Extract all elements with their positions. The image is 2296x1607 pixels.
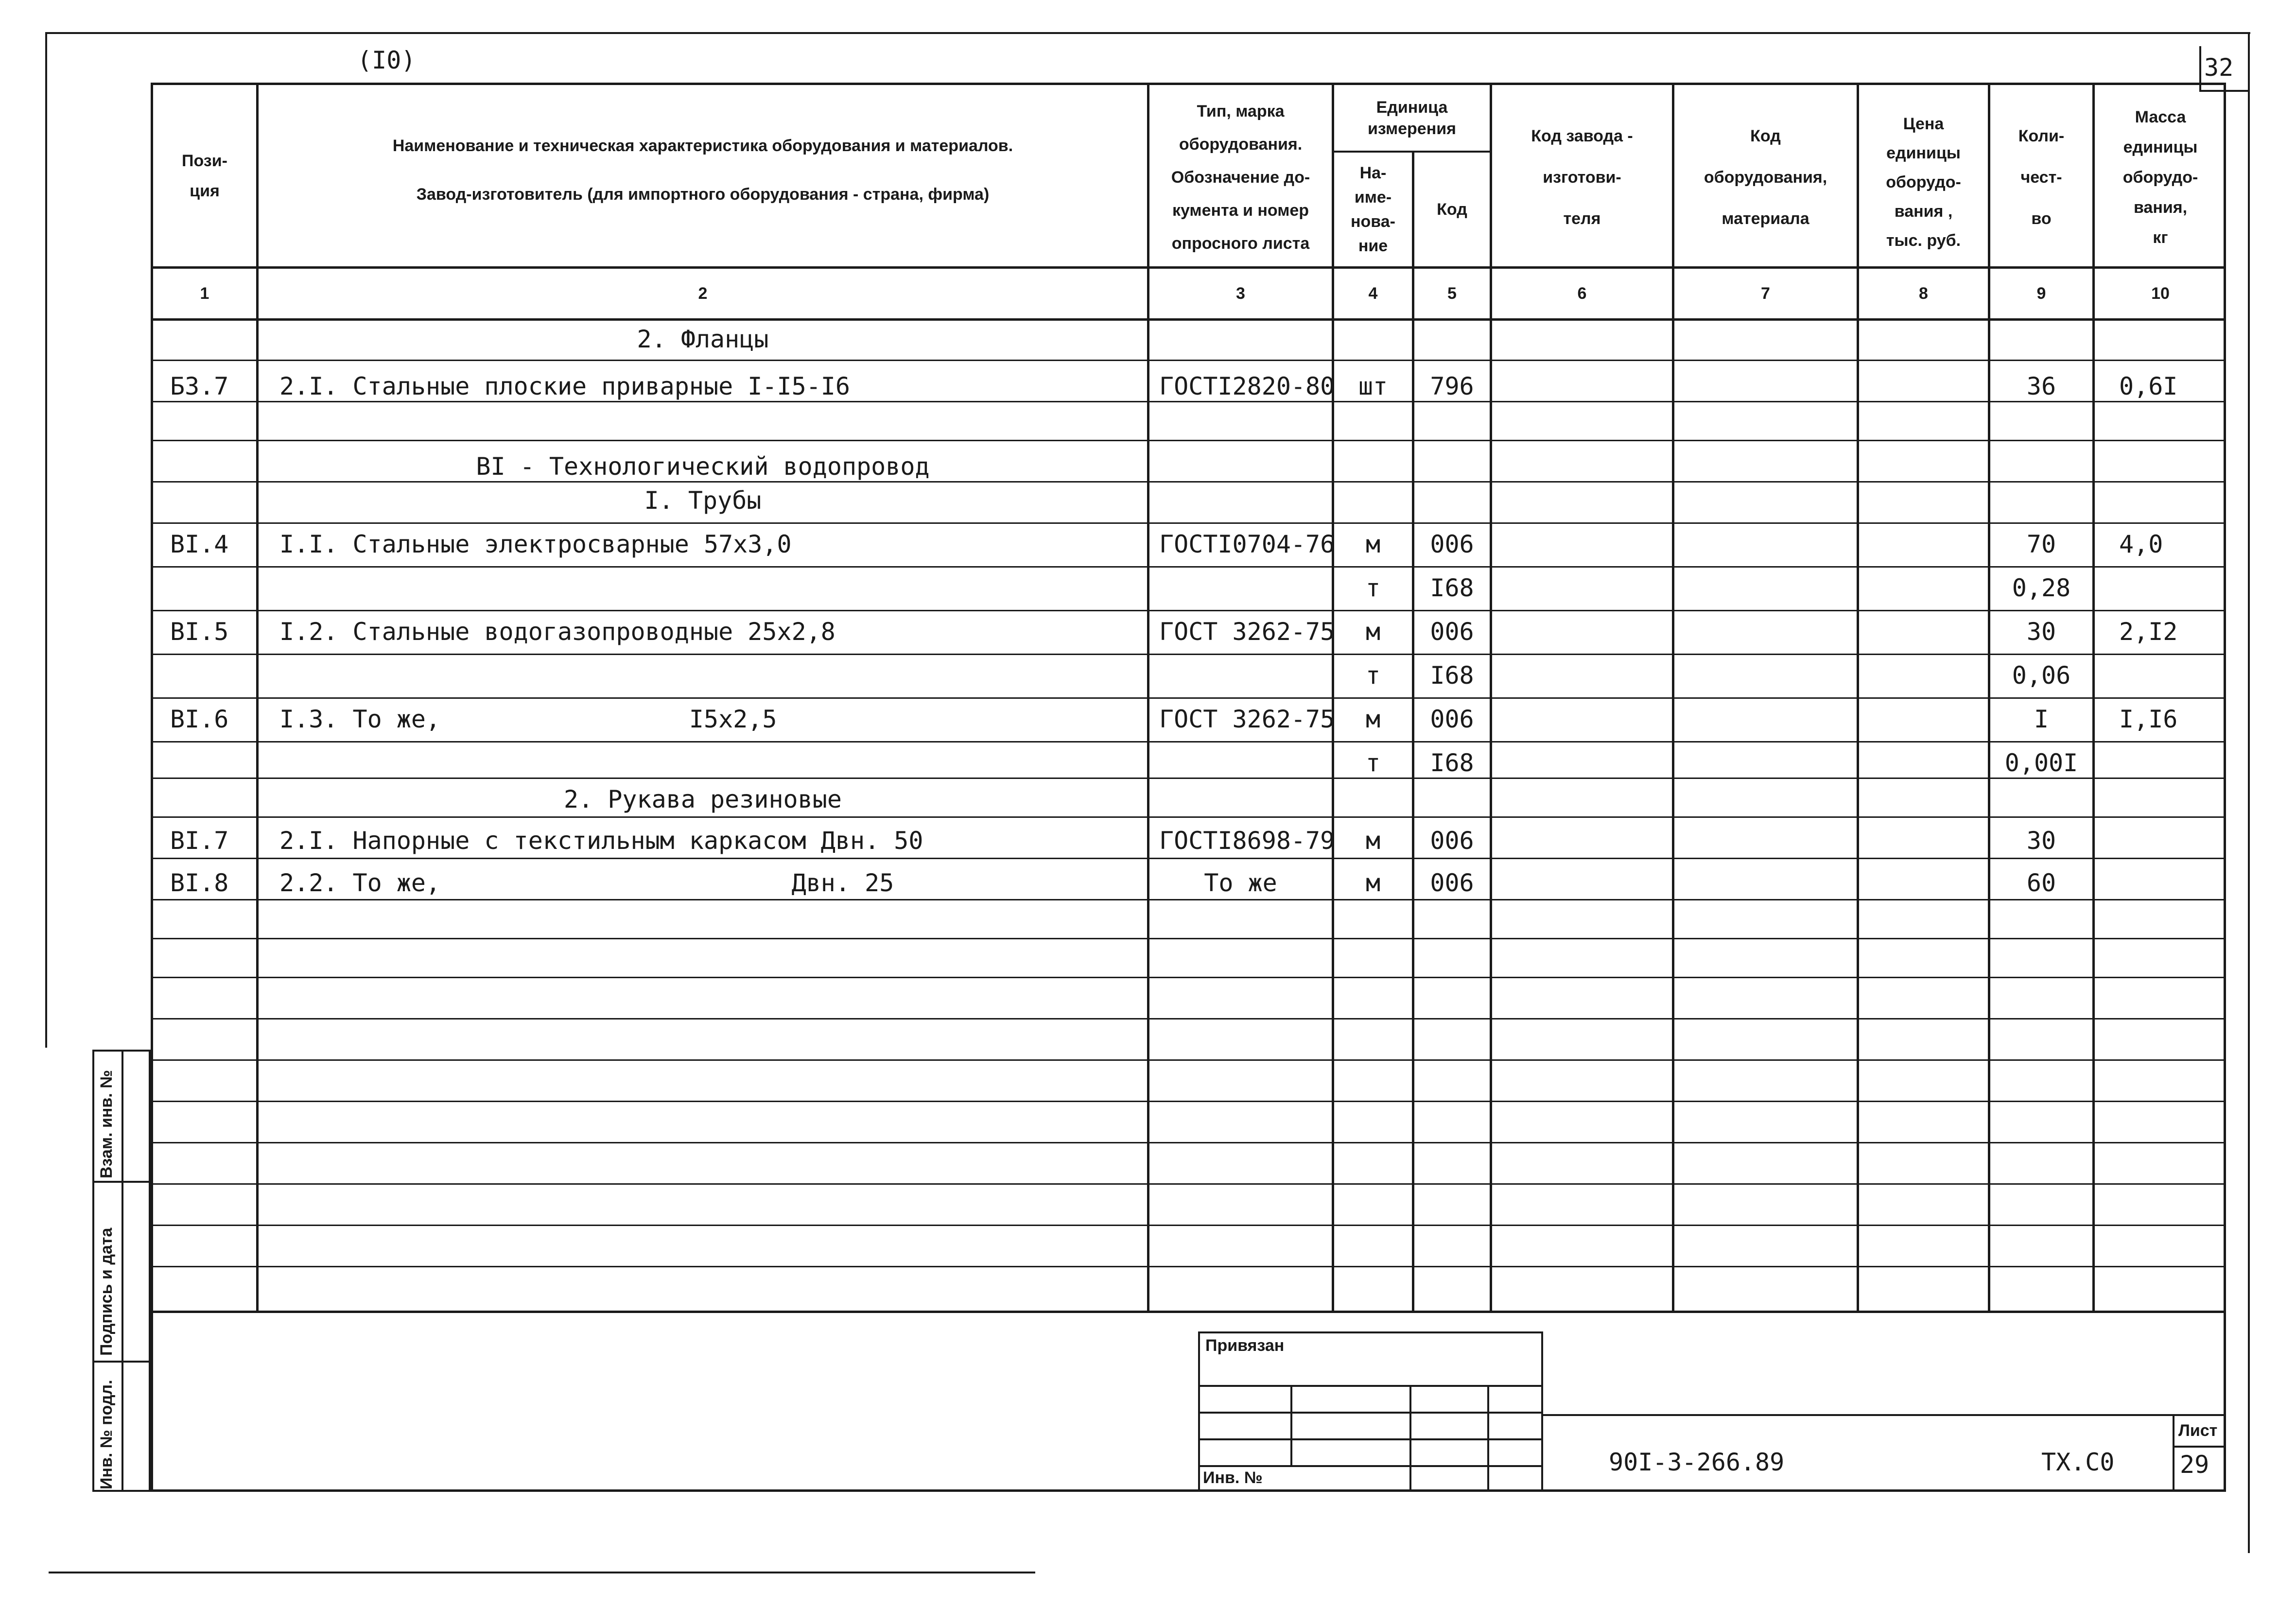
row-separator — [151, 1183, 2226, 1185]
row-separator — [151, 360, 2226, 361]
row-separator — [151, 440, 2226, 441]
row-qty: 60 — [2026, 869, 2056, 897]
row-qty: 0,06 — [2012, 661, 2071, 690]
table-row — [0, 372, 2296, 411]
row-code: 796 — [1430, 372, 1474, 400]
outer-frame-bottom — [49, 1572, 1035, 1573]
row-code: 006 — [1430, 827, 1474, 855]
title-h4 — [1198, 1465, 1543, 1467]
table-row — [0, 748, 2296, 787]
inv-no-label: Инв. № — [1203, 1469, 1263, 1487]
row-name: 2.2. То же, Двн. 25 — [279, 869, 894, 897]
table-row — [0, 826, 2296, 865]
title-v3 — [1487, 1385, 1489, 1492]
side-stamp-h2 — [92, 1361, 151, 1363]
row-mass: I,I6 — [2119, 705, 2178, 733]
row-doc: ГОСТI0704-76 — [1159, 530, 1335, 558]
header-col-1: Пози- ция — [182, 151, 227, 200]
row-separator — [151, 1266, 2226, 1267]
row-position: ВI.4 — [170, 530, 229, 558]
row-separator — [151, 1225, 2226, 1226]
row-doc: ГОСТ 3262-75 — [1159, 705, 1335, 733]
doc-code: 90I-3-266.89 — [1609, 1448, 1785, 1476]
side-stamp-replace: Взам. инв. № — [97, 1070, 116, 1178]
table-row — [0, 785, 2296, 819]
row-unit: т — [1365, 749, 1381, 777]
row-position: ВI.7 — [170, 827, 229, 855]
row-unit: т — [1365, 574, 1381, 602]
colnum-6: 6 — [1577, 284, 1587, 303]
doc-mark: ТХ.С0 — [2041, 1448, 2115, 1476]
row-code: I68 — [1430, 661, 1474, 690]
title-h3 — [1198, 1438, 1543, 1440]
page-number: 32 — [2204, 53, 2234, 82]
row-unit: м — [1365, 618, 1381, 646]
row-separator — [151, 1059, 2226, 1061]
header-col-7: Код оборудования, материала — [1704, 126, 1827, 228]
row-unit: м — [1365, 530, 1381, 558]
row-separator — [151, 522, 2226, 524]
row-code: I68 — [1430, 574, 1474, 602]
row-qty: 70 — [2026, 530, 2056, 558]
row-qty: 30 — [2026, 618, 2056, 646]
colnum-8: 8 — [1919, 284, 1928, 303]
colnum-5: 5 — [1447, 284, 1457, 303]
row-mass: 4,0 — [2119, 530, 2163, 558]
row-unit: м — [1365, 869, 1381, 897]
row-separator — [151, 1142, 2226, 1143]
side-stamp-inv: Инв. № подл. — [97, 1380, 116, 1489]
row-position: ВI.5 — [170, 618, 229, 646]
header-col-4: На- име- нова- ние — [1351, 163, 1395, 255]
row-separator — [151, 1018, 2226, 1019]
header-col-2: Наименование и техническая характеристика оборудования и материалов. Завод-изготовитель (для импортного оборудования - страна, фирма) — [392, 137, 1013, 204]
header-col-9: Коли- чест- во — [2018, 126, 2065, 228]
table-row — [0, 573, 2296, 612]
row-unit: шт — [1358, 372, 1388, 400]
header-col-10: Масса единицы оборудо- вания, кг — [2122, 108, 2198, 247]
table-row — [0, 321, 2296, 360]
row-unit: м — [1365, 705, 1381, 733]
unit-group-split — [1332, 151, 1492, 153]
row-mass: 0,6I — [2119, 372, 2178, 400]
row-code: 006 — [1430, 530, 1474, 558]
row-position: ВI.8 — [170, 869, 229, 897]
sheet-label: (I0) — [357, 46, 416, 74]
colnum-7: 7 — [1761, 284, 1770, 303]
row-name: I. Трубы — [644, 486, 762, 515]
colnum-10: 10 — [2151, 284, 2170, 303]
colnum-1: 1 — [200, 284, 209, 303]
side-stamp-split — [122, 1050, 123, 1492]
row-mass: 2,I2 — [2119, 618, 2178, 646]
side-stamp-h1 — [92, 1181, 151, 1183]
row-position: Б3.7 — [170, 372, 229, 400]
header-col-3: Тип, марка оборудования. Обозначение до- кумента и номер опросного листа — [1171, 102, 1310, 253]
side-stamp-sign: Подпись и дата — [97, 1227, 116, 1356]
row-doc: То же — [1204, 869, 1277, 897]
colnum-9: 9 — [2036, 284, 2046, 303]
row-doc: ГОСТI8698-79 — [1159, 827, 1335, 855]
row-code: 006 — [1430, 705, 1474, 733]
row-name: I.I. Стальные электросварные 57х3,0 — [279, 530, 792, 558]
row-qty: 36 — [2026, 372, 2056, 400]
table-row — [0, 661, 2296, 700]
row-doc: ГОСТ 3262-75 — [1159, 618, 1335, 646]
header-col-5: Код — [1437, 200, 1467, 219]
outer-frame-top — [46, 32, 2250, 34]
table-row — [0, 617, 2296, 656]
row-qty: 30 — [2026, 827, 2056, 855]
row-code: 006 — [1430, 869, 1474, 897]
row-code: I68 — [1430, 749, 1474, 777]
colnum-4: 4 — [1368, 284, 1378, 303]
table-row — [0, 486, 2296, 520]
row-name: 2. Рукава резиновые — [564, 785, 842, 813]
table-row — [0, 452, 2296, 486]
header-col-6: Код завода - изготови- теля — [1531, 126, 1633, 228]
body-bottom-line — [151, 1311, 2226, 1313]
row-name: 2. Фланцы — [637, 325, 769, 353]
table-row — [0, 530, 2296, 569]
row-code: 006 — [1430, 618, 1474, 646]
row-qty: 0,28 — [2012, 574, 2071, 602]
row-name: 2.I. Напорные с текстильным каркасом Двн. 50 — [279, 827, 923, 855]
row-position: ВI.6 — [170, 705, 229, 733]
header-col-8: Цена единицы оборудо- вания , тыс. руб. — [1886, 115, 1961, 250]
sheet-box-left — [2173, 1414, 2174, 1492]
row-unit: м — [1365, 827, 1381, 855]
sheet-box-mid — [2173, 1446, 2226, 1448]
row-qty: 0,00I — [2004, 749, 2078, 777]
table-row — [0, 868, 2296, 907]
title-v2 — [1409, 1385, 1411, 1492]
title-h1 — [1198, 1385, 1543, 1387]
title-v1 — [1290, 1385, 1292, 1465]
row-name: ВI - Технологический водопровод — [476, 452, 930, 481]
sheet-label-title: Лист — [2178, 1421, 2218, 1440]
row-name: 2.I. Стальные плоские приварные I-I5-I6 — [279, 372, 850, 400]
row-qty: I — [2034, 705, 2049, 733]
row-separator — [151, 1101, 2226, 1102]
row-separator — [151, 977, 2226, 978]
stamp-top-line — [1543, 1414, 2226, 1416]
table-row — [0, 705, 2296, 743]
colnum-2: 2 — [698, 284, 708, 303]
privyazan-label: Привязан — [1205, 1336, 1285, 1355]
row-doc: ГОСТI2820-80 — [1159, 372, 1335, 400]
sheet-number: 29 — [2180, 1451, 2209, 1479]
colnum-3: 3 — [1236, 284, 1245, 303]
row-name: I.2. Стальные водогазопроводные 25х2,8 — [279, 618, 835, 646]
title-h2 — [1198, 1412, 1543, 1414]
row-separator — [151, 938, 2226, 939]
header-unit-group: Единица измерения — [1368, 98, 1456, 138]
row-name: I.3. То же, I5х2,5 — [279, 705, 777, 733]
row-unit: т — [1365, 661, 1381, 690]
